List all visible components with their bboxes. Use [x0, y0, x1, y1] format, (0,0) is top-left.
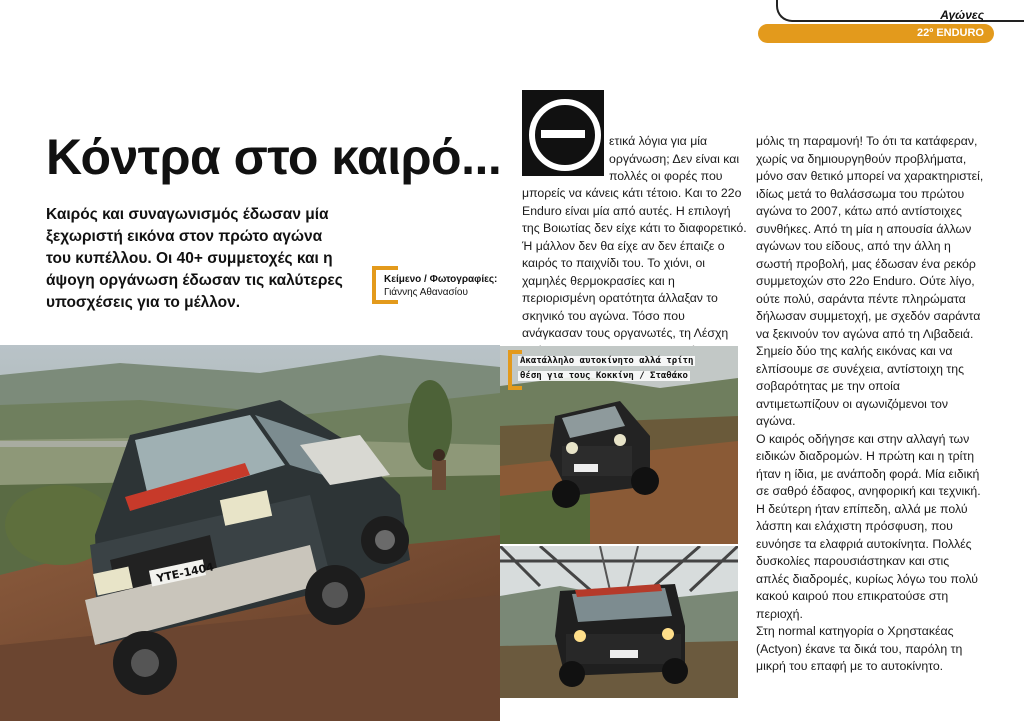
dropcap	[522, 90, 604, 176]
section-label: Αγώνες	[940, 8, 984, 22]
body-column-1: μπορείς να κάνεις κάτι τέτοιο. Και το 22ο Enduro είναι μία από αυτές. Η επιλογή της Βοιωτίας δεν είχε κάτι το διαφορετικό. Ή μάλλον δεν θα είχε αν δεν έπαιζε ο καιρός το παιχνίδι του. Το χιόνι, οι χαμηλές θερμοκρασίες και η περιορισμένη ορατότητα άλλαξαν το σκηνικό του αγώνα. Τόσο που ανάγκασαν τους οργανωτές, τη Λέσχη	[522, 186, 747, 340]
main-photo	[0, 345, 500, 721]
credit-name: Γιάννης Αθανασίου	[384, 287, 468, 298]
photo-caption	[508, 350, 708, 390]
credit-bracket	[372, 266, 398, 304]
body-column-1-top: ετικά λόγια για μία οργάνωση; Δεν είναι και πολλές οι φορές που	[609, 134, 740, 183]
body-column-2: μόλις τη παραμονή! Το ότι τα κατάφεραν, χωρίς να δημιουργηθούν προβλήματα, μόνο σαν θετικό μπορεί να χαρακτηριστεί, ιδίως μετά το θαλάσσωμα του πρώτου αγώνα το 2007, κάτω από αντίστοιχες συνθήκες. Από τη μία η απουσία άλλων αγώνων του είδους, από την άλλη η σωστή προβολή, μας έδωσαν ένα ρεκόρ συμμετοχών στο 22ο Enduro. Ούτε λίγο, ούτε πολύ, σαράντα πέντε πληρώματα δήλωσαν συμμετοχή, με σχεδόν σαράντα να ξεκινούν τον αγώνα από τη Λιβαδειά. Σημείο δύο της καλής εικόνας και να ελπίσουμε σε συνέχεια, αντίστοιχη της σοβαρότητας με την οποία αντιμετωπίζουν οι αγωνιζόμενοι τον αγώνα. Ο καιρός οδήγησε και στην αλλαγή των ειδικών διαδρομών. Η πρώτη και η τρίτη ήταν η ίδια, με ανάποδη φορά. Μία ειδική σε σαθρό έδαφος, ανηφορική και τεχνική. Η δεύτερη ήταν επίπεδη, αλλά με πολύ λάσπη και ελάχιστη πρόσφυση, που ευνόησε τα ελαφριά αυτοκίνητα. Πολλές δυσκολίες παρουσιάστηκαν και στις απλές διαδρομές, κυρίως λόγω του πολύ κακού καιρού που επικρατούσε στη περιοχή. Στη normal κατηγορία ο Χρηστακέας (Actyon) έκανε τα δικά του, παρόλη τη μικρή του επαφή με το αυτοκίνητο.	[756, 134, 984, 673]
license-plate: ΥΤΕ-1404	[155, 560, 216, 586]
caption-line-2: θέση για τους Κοκκίνη / Σταθάκο	[520, 371, 688, 381]
photo-third	[500, 546, 738, 698]
credit-label: Κείμενο / Φωτογραφίες:	[384, 274, 498, 285]
header-tab-outline	[776, 0, 1024, 22]
event-badge: 22º ENDURO	[758, 24, 994, 43]
article-lead: Καιρός και συναγωνισμός έδωσαν μία ξεχωριστή εικόνα στον πρώτο αγώνα του κυπέλλου. Οι 40+ συμμετοχές και η άψογη οργάνωση έδωσαν τις καλύτερες υποσχέσεις για το μέλλον.	[46, 206, 343, 311]
caption-line-1: Ακατάλληλο αυτοκίνητο αλλά τρίτη	[520, 356, 694, 366]
article-title: Κόντρα στο καιρό...	[46, 129, 502, 185]
